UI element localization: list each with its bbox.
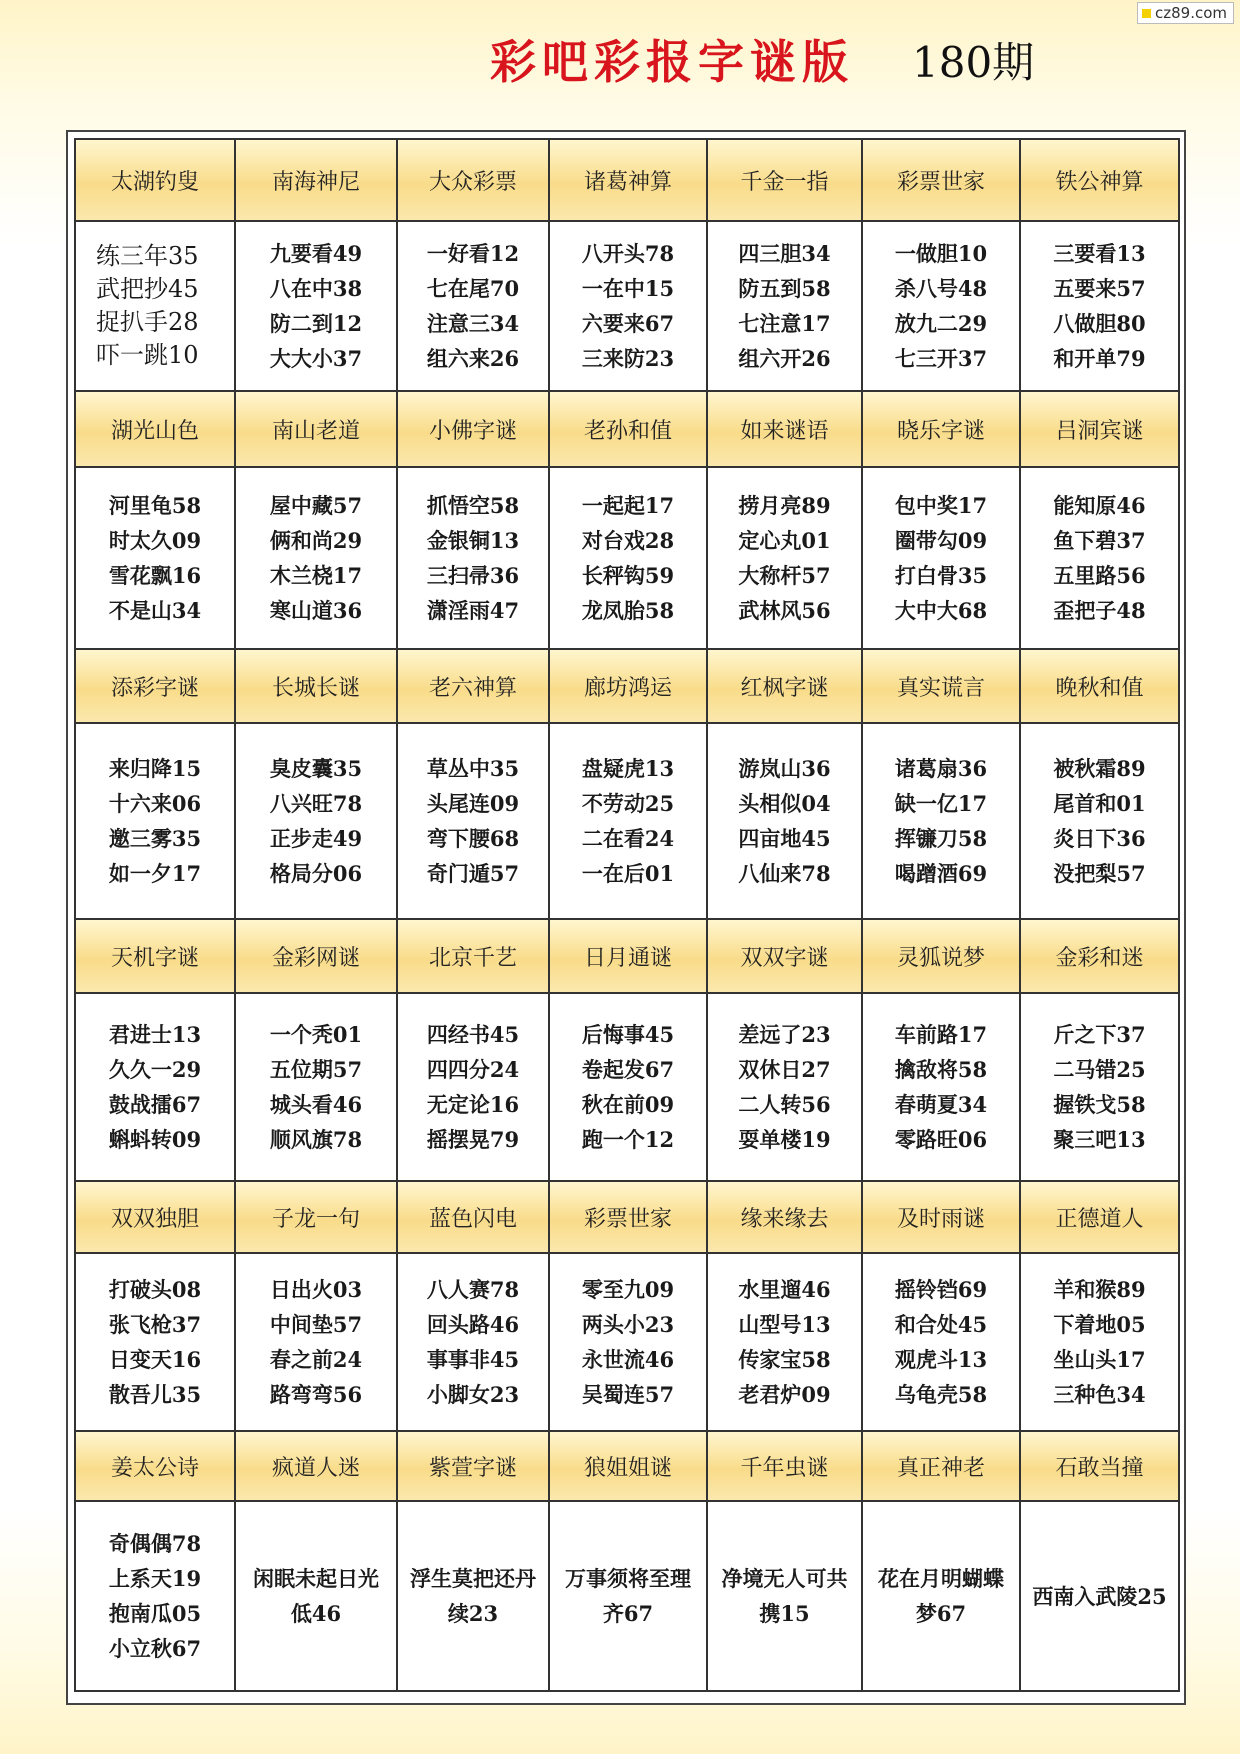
riddle-line: 八开头78 [581, 241, 675, 266]
column-author: 吕洞宾谜 [1020, 391, 1179, 467]
column-author: 小佛字谜 [397, 391, 549, 467]
column-author: 正德道人 [1020, 1181, 1179, 1253]
riddle-line: 鼓战擂67 [108, 1092, 202, 1117]
riddle-line: 大中大68 [894, 598, 988, 623]
riddle-line: 没把梨57 [1053, 861, 1146, 886]
riddle-line: 后悔事45 [581, 1022, 675, 1047]
column-author: 千金一指 [707, 139, 862, 221]
riddle-line: 不是山34 [108, 598, 202, 623]
riddle-line: 七在尾70 [426, 276, 520, 301]
header-row [75, 1181, 1179, 1253]
riddle-line: 时太久09 [108, 528, 202, 553]
riddle-line: 山型号13 [738, 1312, 831, 1337]
riddle-line: 放九二29 [894, 311, 988, 336]
column-author: 铁公神算 [1020, 139, 1179, 221]
column-author: 如来谜语 [707, 391, 862, 467]
issue-number: 180期 [912, 38, 1035, 87]
riddle-line: 木兰桡17 [269, 563, 363, 588]
riddle-line: 二在看24 [581, 826, 675, 851]
riddle-cell [862, 221, 1020, 391]
riddle-cell [75, 221, 235, 391]
header-row [75, 1431, 1179, 1501]
riddle-cell [235, 467, 397, 649]
riddle-line: 聚三吧13 [1053, 1127, 1146, 1152]
riddle-line: 组六开26 [738, 346, 831, 371]
riddle-line: 擒敌将58 [894, 1057, 988, 1082]
riddle-cell [235, 723, 397, 919]
column-author: 长城长谜 [235, 649, 397, 723]
riddle-line: 路弯弯56 [269, 1382, 363, 1407]
riddle-line: 传家宝58 [738, 1347, 831, 1372]
riddle-line: 久久一29 [108, 1057, 202, 1082]
column-author: 千年虫谜 [707, 1431, 862, 1501]
riddle-cell [1020, 993, 1179, 1181]
header-row [75, 139, 1179, 221]
riddle-line: 臭皮囊35 [269, 756, 363, 781]
riddle-line: 格局分06 [269, 861, 363, 886]
riddle-line: 羊和猴89 [1053, 1277, 1146, 1302]
column-author: 紫萱字谜 [397, 1431, 549, 1501]
riddle-line: 头尾连09 [426, 791, 520, 816]
riddle-line: 吓一跳10 [96, 341, 199, 369]
column-author: 天机字谜 [75, 919, 235, 993]
entries-row [75, 1253, 1179, 1431]
riddle-line: 二马错25 [1053, 1057, 1146, 1082]
riddle-line: 中间垫57 [269, 1312, 363, 1337]
riddle-line: 闲眠未起日光 [253, 1566, 379, 1591]
riddle-line: 注意三34 [426, 311, 520, 336]
riddle-cell [75, 723, 235, 919]
riddle-line: 上系天19 [108, 1566, 202, 1591]
riddle-line: 挥镰刀58 [894, 826, 988, 851]
column-author: 及时雨谜 [862, 1181, 1020, 1253]
riddle-line: 喝蹭酒69 [894, 861, 988, 886]
column-author: 添彩字谜 [75, 649, 235, 723]
riddle-cell [549, 1501, 707, 1691]
riddle-line: 秋在前09 [581, 1092, 675, 1117]
riddle-line: 潇淫雨47 [426, 598, 520, 623]
riddle-line: 双休日27 [738, 1057, 831, 1082]
riddle-line: 河里龟58 [108, 493, 202, 518]
riddle-line: 捉扒手28 [96, 308, 199, 336]
riddle-line: 头相似04 [738, 791, 831, 816]
riddle-line: 七注意17 [738, 311, 831, 336]
riddle-line: 握铁戈58 [1053, 1092, 1146, 1117]
riddle-line: 弯下腰68 [426, 826, 520, 851]
riddle-line: 包中奖17 [894, 493, 988, 518]
riddle-line: 老君炉09 [738, 1382, 831, 1407]
riddle-cell [1020, 723, 1179, 919]
header-row [75, 919, 1179, 993]
riddle-line: 低46 [290, 1601, 342, 1626]
riddle-cell [549, 221, 707, 391]
riddle-cell [235, 1253, 397, 1431]
riddle-cell [549, 993, 707, 1181]
riddle-line: 俩和尚29 [269, 528, 363, 553]
column-author: 子龙一句 [235, 1181, 397, 1253]
riddle-line: 梦67 [915, 1601, 967, 1626]
riddle-cell [862, 1501, 1020, 1691]
entries-row [75, 723, 1179, 919]
riddle-line: 十六来06 [108, 791, 202, 816]
riddle-line: 两头小23 [581, 1312, 675, 1337]
page-header [0, 18, 1240, 98]
riddle-grid [66, 130, 1186, 1705]
riddle-line: 炎日下36 [1053, 826, 1146, 851]
column-author: 疯道人迷 [235, 1431, 397, 1501]
riddle-line: 携15 [759, 1601, 810, 1626]
riddle-cell [707, 1501, 862, 1691]
riddle-line: 六要来67 [581, 311, 675, 336]
riddle-line: 来归降15 [108, 756, 202, 781]
riddle-cell [397, 467, 549, 649]
riddle-line: 摇摆晃79 [426, 1127, 520, 1152]
riddle-cell [235, 221, 397, 391]
column-author: 金彩网谜 [235, 919, 397, 993]
riddle-line: 车前路17 [894, 1022, 988, 1047]
riddle-line: 大大小37 [269, 346, 363, 371]
column-author: 晓乐字谜 [862, 391, 1020, 467]
riddle-line: 四三胆34 [738, 241, 831, 266]
column-author: 金彩和迷 [1020, 919, 1179, 993]
riddle-line: 草丛中35 [426, 756, 520, 781]
riddle-cell [1020, 1253, 1179, 1431]
riddle-line: 四四分24 [426, 1057, 520, 1082]
riddle-line: 三要看13 [1053, 241, 1146, 266]
column-author: 老六神算 [397, 649, 549, 723]
riddle-line: 顺风旗78 [269, 1127, 363, 1152]
riddle-cell [1020, 467, 1179, 649]
riddle-cell [862, 723, 1020, 919]
riddle-line: 屋中藏57 [269, 493, 363, 518]
riddle-line: 下着地05 [1053, 1312, 1146, 1337]
riddle-line: 水里遛46 [738, 1277, 831, 1302]
riddle-line: 金银铜13 [426, 528, 520, 553]
riddle-line: 长秤钩59 [581, 563, 675, 588]
riddle-line: 万事须将至理 [565, 1566, 691, 1591]
riddle-line: 尾首和01 [1053, 791, 1146, 816]
riddle-line: 一做胆10 [894, 241, 988, 266]
riddle-line: 杀八号48 [894, 276, 988, 301]
riddle-line: 春萌夏34 [894, 1092, 988, 1117]
riddle-line: 武林风56 [738, 598, 831, 623]
riddle-line: 二人转56 [738, 1092, 831, 1117]
riddle-line: 防五到58 [738, 276, 831, 301]
riddle-line: 乌龟壳58 [894, 1382, 988, 1407]
riddle-cell [397, 1501, 549, 1691]
riddle-line: 打白骨35 [894, 563, 988, 588]
column-author: 诸葛神算 [549, 139, 707, 221]
entries-row [75, 467, 1179, 649]
riddle-line: 八在中38 [269, 276, 363, 301]
riddle-line: 游岚山36 [738, 756, 831, 781]
riddle-line: 组六来26 [426, 346, 520, 371]
riddle-line: 寒山道36 [269, 598, 363, 623]
riddle-line: 君进士13 [108, 1022, 202, 1047]
riddle-line: 盘疑虎13 [581, 756, 675, 781]
column-author: 双双字谜 [707, 919, 862, 993]
riddle-line: 奇偶偶78 [108, 1531, 202, 1556]
riddle-line: 抱南瓜05 [108, 1601, 202, 1626]
riddle-line: 八做胆80 [1053, 311, 1146, 336]
column-author: 北京千艺 [397, 919, 549, 993]
riddle-line: 小立秋67 [108, 1636, 202, 1661]
riddle-line: 净境无人可共 [721, 1566, 848, 1591]
column-author: 彩票世家 [549, 1181, 707, 1253]
riddle-line: 小脚女23 [426, 1382, 520, 1407]
riddle-line: 诸葛扇36 [894, 756, 988, 781]
riddle-line: 续23 [447, 1601, 499, 1626]
riddle-line: 日变天16 [108, 1347, 202, 1372]
riddle-line: 正步走49 [269, 826, 363, 851]
column-author: 红枫字谜 [707, 649, 862, 723]
riddle-line: 捞月亮89 [738, 493, 831, 518]
riddle-line: 防二到12 [269, 311, 363, 336]
riddle-cell [1020, 1501, 1179, 1691]
header-row [75, 649, 1179, 723]
riddle-line: 浮生莫把还丹 [410, 1566, 536, 1591]
riddle-line: 八人赛78 [426, 1277, 520, 1302]
riddle-line: 四经书45 [426, 1022, 520, 1047]
riddle-line: 差远了23 [738, 1022, 831, 1047]
riddle-line: 如一夕17 [108, 861, 202, 886]
column-author: 大众彩票 [397, 139, 549, 221]
riddle-line: 西南入武陵25 [1032, 1583, 1167, 1609]
riddle-line: 歪把子48 [1053, 598, 1146, 623]
riddle-line: 五里路56 [1053, 563, 1146, 588]
riddle-line: 卷起发67 [581, 1057, 675, 1082]
watermark-logo-icon [1142, 9, 1151, 18]
riddle-line: 一个秃01 [269, 1022, 363, 1047]
riddle-cell [707, 1253, 862, 1431]
riddle-line: 打破头08 [108, 1277, 202, 1302]
riddle-line: 邀三雾35 [108, 826, 202, 851]
riddle-line: 八兴旺78 [269, 791, 363, 816]
column-author: 老孙和值 [549, 391, 707, 467]
riddle-line: 大称杆57 [738, 563, 831, 588]
riddle-line: 一在中15 [581, 276, 675, 301]
riddle-line: 圈带勾09 [894, 528, 988, 553]
riddle-line: 四亩地45 [738, 826, 831, 851]
riddle-cell [75, 1253, 235, 1431]
riddle-line: 跑一个12 [581, 1127, 675, 1152]
riddle-line: 斤之下37 [1053, 1022, 1146, 1047]
riddle-line: 雪花飘16 [108, 563, 202, 588]
riddle-line: 练三年35 [96, 242, 199, 270]
column-author: 缘来缘去 [707, 1181, 862, 1253]
column-author: 太湖钓叟 [75, 139, 235, 221]
column-author: 真实谎言 [862, 649, 1020, 723]
riddle-cell [707, 723, 862, 919]
riddle-line: 齐67 [602, 1601, 654, 1626]
riddle-line: 奇门遁57 [426, 861, 520, 886]
column-author: 姜太公诗 [75, 1431, 235, 1501]
riddle-cell [397, 221, 549, 391]
riddle-cell [862, 993, 1020, 1181]
column-author: 双双独胆 [75, 1181, 235, 1253]
riddle-line: 和合处45 [894, 1312, 988, 1337]
watermark-text: cz89.com [1154, 4, 1227, 22]
riddle-line: 回头路46 [426, 1312, 520, 1337]
column-author: 彩票世家 [862, 139, 1020, 221]
column-author: 灵狐说梦 [862, 919, 1020, 993]
riddle-line: 日出火03 [269, 1277, 363, 1302]
entries-row [75, 1501, 1179, 1691]
riddle-line: 五要来57 [1053, 276, 1146, 301]
riddle-line: 定心丸01 [738, 528, 831, 553]
riddle-line: 对台戏28 [581, 528, 675, 553]
riddle-cell [862, 1253, 1020, 1431]
riddle-line: 七三开37 [894, 346, 988, 371]
riddle-cell [549, 467, 707, 649]
riddle-line: 五位期57 [269, 1057, 363, 1082]
column-author: 真正神老 [862, 1431, 1020, 1501]
riddle-line: 春之前24 [269, 1347, 363, 1372]
riddle-line: 鱼下碧37 [1053, 528, 1146, 553]
riddle-line: 九要看49 [269, 241, 363, 266]
riddle-cell [397, 723, 549, 919]
riddle-line: 龙凤胎58 [581, 598, 675, 623]
riddle-cell [707, 993, 862, 1181]
riddle-cell [862, 467, 1020, 649]
riddle-cell [235, 1501, 397, 1691]
riddle-cell [75, 993, 235, 1181]
riddle-line: 能知原46 [1053, 493, 1146, 518]
riddle-cell [707, 467, 862, 649]
riddle-line: 一在后01 [581, 861, 675, 886]
riddle-line: 观虎斗13 [894, 1347, 988, 1372]
riddle-cell [549, 1253, 707, 1431]
riddle-line: 抓悟空58 [426, 493, 520, 518]
riddle-line: 摇铃铛69 [894, 1277, 988, 1302]
riddle-line: 吴蜀连57 [581, 1382, 675, 1407]
riddle-line: 三种色34 [1053, 1382, 1146, 1407]
header-row [75, 391, 1179, 467]
riddle-line: 坐山头17 [1053, 1347, 1146, 1372]
column-author: 蓝色闪电 [397, 1181, 549, 1253]
riddle-line: 零至九09 [581, 1277, 675, 1302]
riddle-cell [549, 723, 707, 919]
riddle-line: 不劳动25 [581, 791, 675, 816]
riddle-line: 三扫帚36 [426, 563, 520, 588]
riddle-line: 花在月明蝴蝶 [878, 1566, 1004, 1591]
riddle-table [74, 138, 1180, 1692]
entries-row [75, 993, 1179, 1181]
riddle-cell [397, 1253, 549, 1431]
riddle-line: 耍单楼19 [738, 1127, 831, 1152]
riddle-cell [75, 1501, 235, 1691]
riddle-line: 永世流46 [581, 1347, 675, 1372]
riddle-line: 八仙来78 [738, 861, 831, 886]
page-title: 彩吧彩报字谜版 [490, 35, 854, 89]
riddle-cell [397, 993, 549, 1181]
column-author: 湖光山色 [75, 391, 235, 467]
riddle-cell [707, 221, 862, 391]
riddle-line: 城头看46 [269, 1092, 363, 1117]
riddle-line: 一好看12 [426, 241, 520, 266]
riddle-line: 和开单79 [1053, 346, 1146, 371]
column-author: 晚秋和值 [1020, 649, 1179, 723]
column-author: 狼姐姐谜 [549, 1431, 707, 1501]
riddle-line: 无定论16 [426, 1092, 520, 1117]
column-author: 石敢当撞 [1020, 1431, 1179, 1501]
riddle-line: 一起起17 [581, 493, 675, 518]
column-author: 廊坊鸿运 [549, 649, 707, 723]
riddle-line: 蝌蚪转09 [108, 1127, 202, 1152]
riddle-cell [1020, 221, 1179, 391]
riddle-line: 散吾儿35 [108, 1382, 202, 1407]
riddle-line: 武把抄45 [96, 275, 199, 303]
riddle-cell [235, 993, 397, 1181]
riddle-line: 事事非45 [426, 1347, 520, 1372]
riddle-cell [75, 467, 235, 649]
column-author: 南山老道 [235, 391, 397, 467]
riddle-line: 缺一亿17 [894, 791, 988, 816]
riddle-line: 零路旺06 [894, 1127, 988, 1152]
riddle-line: 三来防23 [581, 346, 675, 371]
column-author: 日月通谜 [549, 919, 707, 993]
riddle-line: 张飞枪37 [108, 1312, 202, 1337]
entries-row [75, 221, 1179, 391]
riddle-line: 被秋霜89 [1053, 756, 1146, 781]
column-author: 南海神尼 [235, 139, 397, 221]
